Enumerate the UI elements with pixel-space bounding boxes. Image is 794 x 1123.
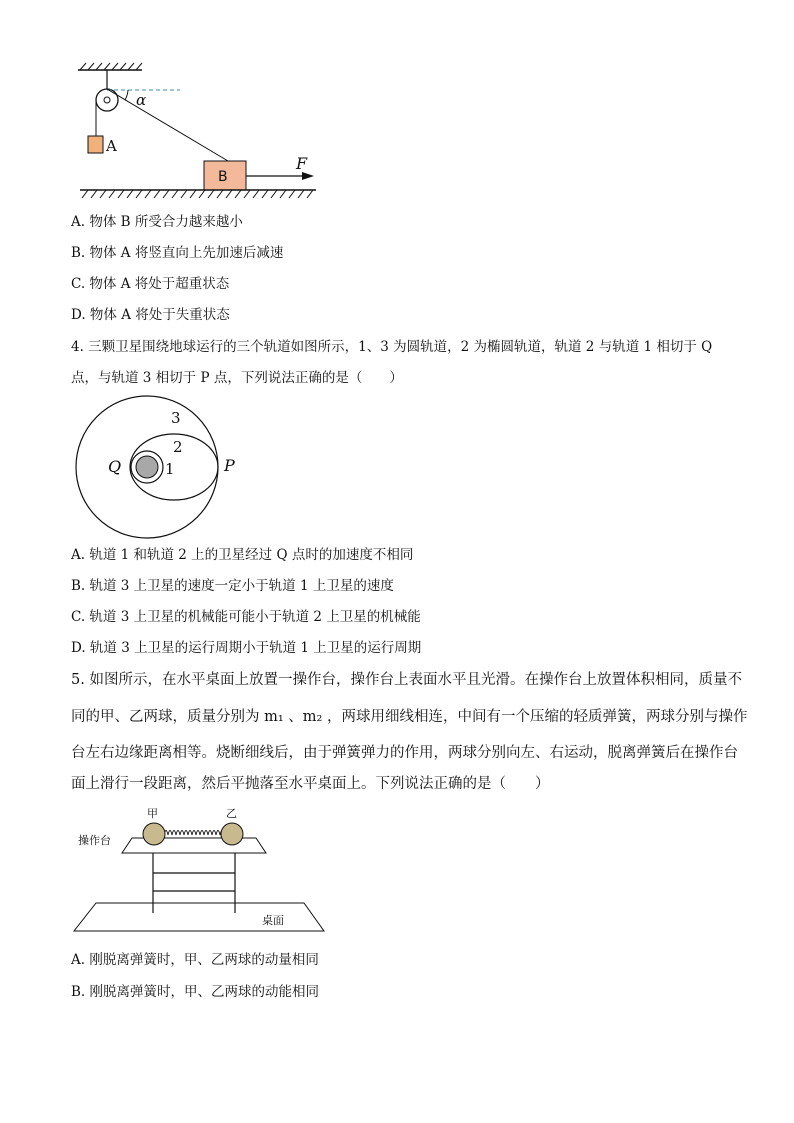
q3-option-b: B. 物体 A 将竖直向上先加速后减速 <box>71 245 284 261</box>
q5-option-b: B. 刚脱离弹簧时，甲、乙两球的动能相同 <box>71 984 320 1000</box>
ball-right <box>221 823 243 845</box>
q4-option-a: A. 轨道 1 和轨道 2 上的卫星经过 Q 点时的加速度不相同 <box>71 547 414 563</box>
platform-figure <box>70 803 330 938</box>
point-p-label: P <box>224 456 235 475</box>
q3-option-d: D. 物体 A 将处于失重状态 <box>71 307 230 323</box>
q3-option-a: A. 物体 B 所受合力越来越小 <box>71 214 243 230</box>
ball-left-label: 甲 <box>147 807 158 820</box>
orbit-3-label: 3 <box>171 409 181 427</box>
q5-stem-line2: 同的甲、乙两球，质量分别为 m₁ 、m₂ ，两球用细线相连，中间有一个压缩的轻质弹簧，两球分别与操作 <box>71 709 748 725</box>
orbit-2-label: 2 <box>173 438 183 456</box>
orbit-1-label: 1 <box>165 460 175 478</box>
force-label: F <box>296 154 308 173</box>
q4-option-b: B. 轨道 3 上卫星的速度一定小于轨道 1 上卫星的速度 <box>71 578 394 594</box>
q4-option-c: C. 轨道 3 上卫星的机械能可能小于轨道 2 上卫星的机械能 <box>71 609 421 625</box>
pulley-figure <box>70 60 330 202</box>
q5-stem-line4: 面上滑行一段距离，然后平抛落至水平桌面上。下列说法正确的是（ ） <box>71 776 550 792</box>
table-surface <box>74 903 324 931</box>
table-label: 桌面 <box>262 914 284 927</box>
q4-stem-line1: 4. 三颗卫星围绕地球运行的三个轨道如图所示，1、3 为圆轨道，2 为椭圆轨道，轨道 2 与轨道 1 相切于 Q <box>71 339 713 355</box>
q5-stem-line3: 台左右边缘距离相等。烧断细线后，由于弹簧弹力的作用，两球分别向左、右运动，脱离弹簧后在操作台 <box>71 745 738 761</box>
block-b-label: B <box>218 169 228 185</box>
q5-option-a: A. 刚脱离弹簧时，甲、乙两球的动量相同 <box>71 952 319 968</box>
ball-right-label: 乙 <box>226 807 237 820</box>
q4-option-d: D. 轨道 3 上卫星的运行周期小于轨道 1 上卫星的运行周期 <box>71 640 422 656</box>
orbit-figure <box>70 398 250 538</box>
block-a-label: A <box>106 137 117 155</box>
platform-label: 操作台 <box>78 834 111 847</box>
ball-left <box>143 823 165 845</box>
block-a <box>88 136 103 153</box>
alpha-label: α <box>136 91 147 109</box>
q3-option-c: C. 物体 A 将处于超重状态 <box>71 276 230 292</box>
q4-stem-line2: 点，与轨道 3 相切于 P 点，下列说法正确的是（ ） <box>71 370 403 386</box>
platform-top <box>122 838 266 853</box>
point-q-label: Q <box>108 457 122 476</box>
q5-stem-line1: 5. 如图所示，在水平桌面上放置一操作台，操作台上表面水平且光滑。在操作台上放置体积相同，质量不 <box>71 672 742 688</box>
spring <box>164 831 224 836</box>
earth <box>136 456 158 478</box>
